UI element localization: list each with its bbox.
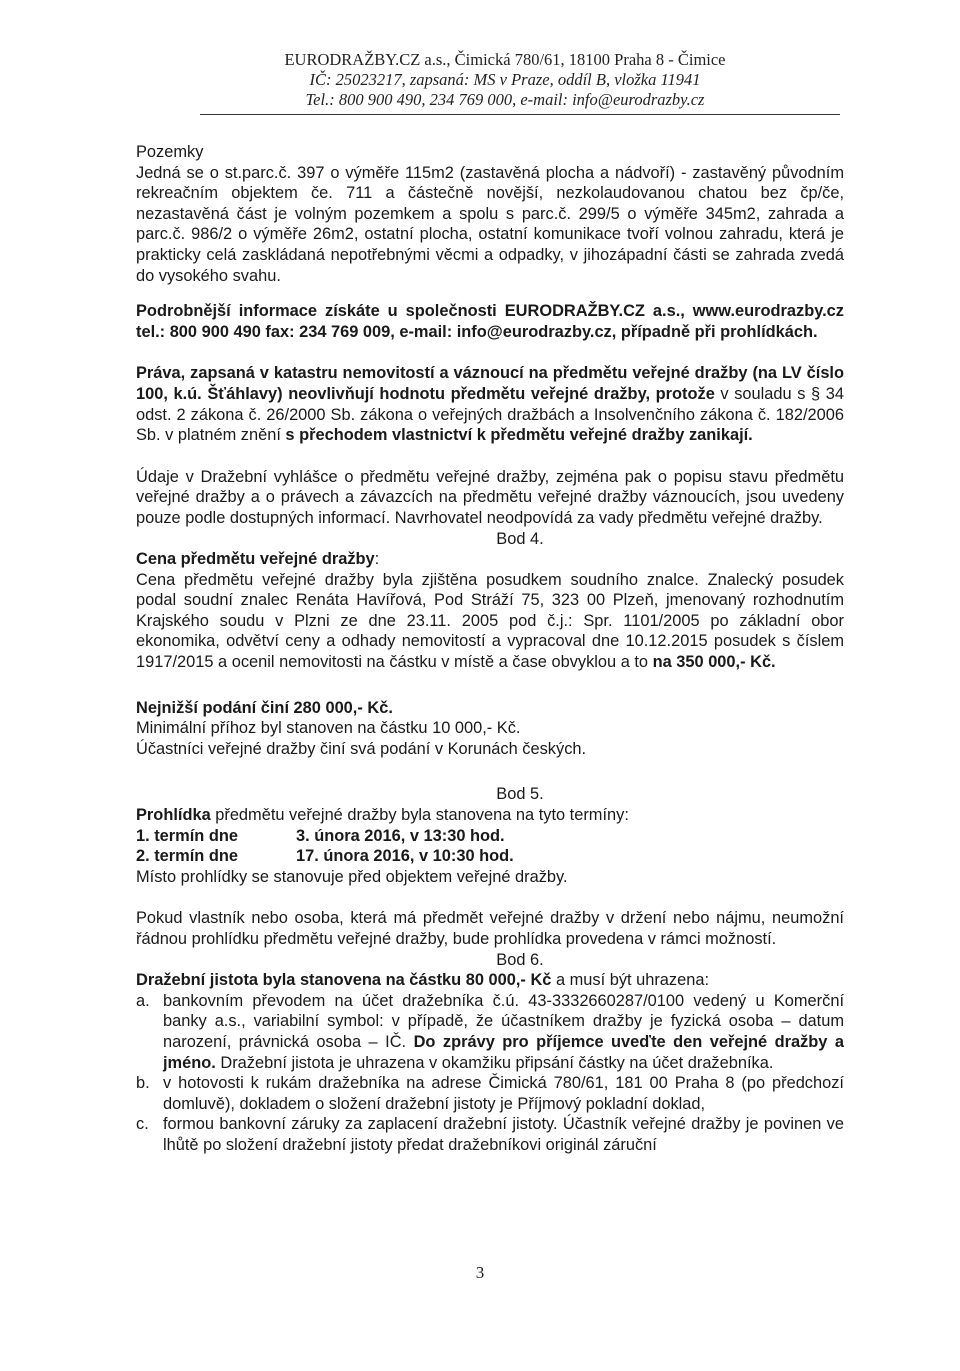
minimal-increment: Minimální příhoz byl stanoven na částku 10 000,- Kč. <box>136 719 521 738</box>
bod4-heading-colon: : <box>374 550 380 569</box>
list-item-text-part: Dražební jistota je uhrazena v okamžiku připsání částky na účet dražebníka. <box>215 1053 774 1072</box>
list-item <box>136 1114 844 1155</box>
lowest-bid: Nejnižší podání činí 280 000,- Kč. <box>136 698 393 717</box>
bod5-title: Bod 5. <box>496 785 544 804</box>
pozemky-text: Jedná se o st.parc.č. 397 o výměře 115m2 (zastavěná plocha a nádvoří) - zastavěný původním rekreačním objektem če. 711 a částečně novější, nezkolaudovanou chatou bez čp/če, nezastavěná část je volným pozemkem a spolu s parc.č. 299/5 o výměře 345m2, zahrada a parc.č. 986/2 o výměře 26m2, ostatní plocha, ostatní komunikace tvoří volnou zahradu, která je prakticky celá zaskládaná nepotřebnými věcmi a odpadky, v jihozápadní části se zahrada zvedá do vysokého svahu. <box>136 163 844 285</box>
bod4-heading-bold: Cena předmětu veřejné dražby <box>136 550 375 569</box>
bod6-heading <box>136 970 844 991</box>
bod4-title: Bod 4. <box>496 529 544 548</box>
list-item-text: v hotovosti k rukám dražebníka na adrese Čimická 780/61, 181 00 Praha 8 (po předchozí domluvě), dokladem o složení dražební jistoty je Příjmový pokladní doklad, <box>163 1074 844 1113</box>
bod6-heading-bold: Dražební jistota byla stanovena na částku 80 000,- Kč <box>136 971 552 990</box>
term-row-2 <box>136 846 844 867</box>
bod4-body: Cena předmětu veřejné dražby byla zjištěna posudkem soudního znalce. Znalecký posudek podal soudní znalec Renáta Havířová, Pod Stráží 75, 323 00 Plzeň, jmenovaný rozhodnutím Krajského soudu v Plzni ze dne 23.11. 2005 pod č.j.: Spr. 1101/2005 po základní obor ekonomika, odvětví ceny a odhady nemovitostí a vypracoval dne 10.12.2015 posudek s číslem 1917/2015 a ocenil nemovitosti na částku v místě a čase obvyklou a to <box>136 570 844 672</box>
bod4-text <box>136 570 844 673</box>
letterhead-registration: IČ: 25023217, zapsaná: MS v Praze, oddíl B, vložka 11941 <box>309 70 701 89</box>
currency-note: Účastníci veřejné dražby činí svá podání v Korunách českých. <box>136 739 587 758</box>
section-heading-pozemky: Pozemky <box>136 143 204 161</box>
inspection-note: Pokud vlastník nebo osoba, která má předmět veřejné dražby v držení nebo nájmu, neumožní řádnou prohlídku předmětu veřejné dražby, bude prohlídka provedena v rámci možností. <box>136 909 844 948</box>
list-item-text: formou bankovní záruky za zaplacení dražební jistoty. Účastník veřejné dražby je povinen ve lhůtě po složení dražební jistoty předat dražebníkovi originál záruční <box>163 1115 844 1154</box>
list-item <box>136 1073 844 1114</box>
prava-bold-2: s přechodem vlastnictví k předmětu veřejné dražby zanikají. <box>285 426 753 445</box>
info-paragraph: Podrobnější informace získáte u společnosti EURODRAŽBY.CZ a.s., www.eurodrazby.cz tel.: 800 900 490 fax: 234 769 009, e-mail: info@eurodrazby.cz, případně při prohlídkách. <box>136 302 844 341</box>
bod5-heading-rest: předmětu veřejné dražby byla stanovena na tyto termíny: <box>210 806 629 825</box>
inspection-place: Místo prohlídky se stanovuje před objektem veřejné dražby. <box>136 867 568 886</box>
term1-value: 3. února 2016, v 13:30 hod. <box>296 826 505 845</box>
bod4-heading <box>136 549 844 570</box>
letterhead <box>200 50 810 115</box>
letterhead-company: EURODRAŽBY.CZ a.s., Čimická 780/61, 18100 Praha 8 - Čimice <box>284 50 726 69</box>
letterhead-contact: Tel.: 800 900 490, 234 769 000, e-mail: info@eurodrazby.cz <box>305 90 705 109</box>
letterhead-rule <box>200 114 840 115</box>
list-item <box>136 991 844 1073</box>
deposit-methods-list <box>136 991 844 1156</box>
udaje-paragraph: Údaje v Dražební vyhlášce o předmětu veřejné dražby, zejména pak o popisu stavu předmětu veřejné dražby a o právech a závazcích na předmětu veřejné dražby váznoucích, jsou uvedeny pouze podle dostupných informací. Navrhovatel neodpovídá za vady předmětu veřejné dražby. <box>136 467 844 527</box>
list-item-text <box>163 991 844 1073</box>
bod6-heading-rest: a musí být uhrazena: <box>551 971 710 990</box>
prava-paragraph <box>136 363 844 445</box>
bod5-heading <box>136 805 844 826</box>
term1-label: 1. termín dne <box>136 826 239 845</box>
list-item-text-part: bankovním převodem na účet dražebníka č.ú. 43-3332660287/0100 vedený u Komerční banky a.s., variabilní symbol: v případě, že účastníkem dražby je fyzická osoba – datum narození, právnická osoba – IČ. <box>163 991 844 1051</box>
prava-normal: v souladu s § 34 odst. 2 zákona č. 26/2000 Sb. zákona o veřejných dražbách a Insolvenčního zákona č. 182/2006 Sb. v platném znění <box>136 384 844 445</box>
term-row-1 <box>136 826 844 847</box>
page-number: 3 <box>475 1263 485 1282</box>
list-item-label: a. <box>136 991 150 1010</box>
list-item-label: b. <box>136 1074 150 1093</box>
list-item-label: c. <box>136 1115 149 1134</box>
prava-bold-1: Práva, zapsaná v katastru nemovitostí a váznoucí na předmětu veřejné dražby (na LV číslo 100, k.ú. Šťáhlavy) neovlivňují hodnotu předmětu veřejné dražby, protože <box>136 364 844 403</box>
bod6-title: Bod 6. <box>496 950 544 969</box>
bod4-price: na 350 000,- Kč. <box>652 653 776 672</box>
bod5-heading-bold: Prohlídka <box>136 806 211 825</box>
document-body <box>136 142 844 1156</box>
term2-label: 2. termín dne <box>136 847 239 866</box>
list-item-text-bold: Do zprávy pro příjemce uveďte den veřejné dražby a jméno. <box>163 1032 845 1072</box>
term2-value: 17. února 2016, v 10:30 hod. <box>296 847 514 866</box>
